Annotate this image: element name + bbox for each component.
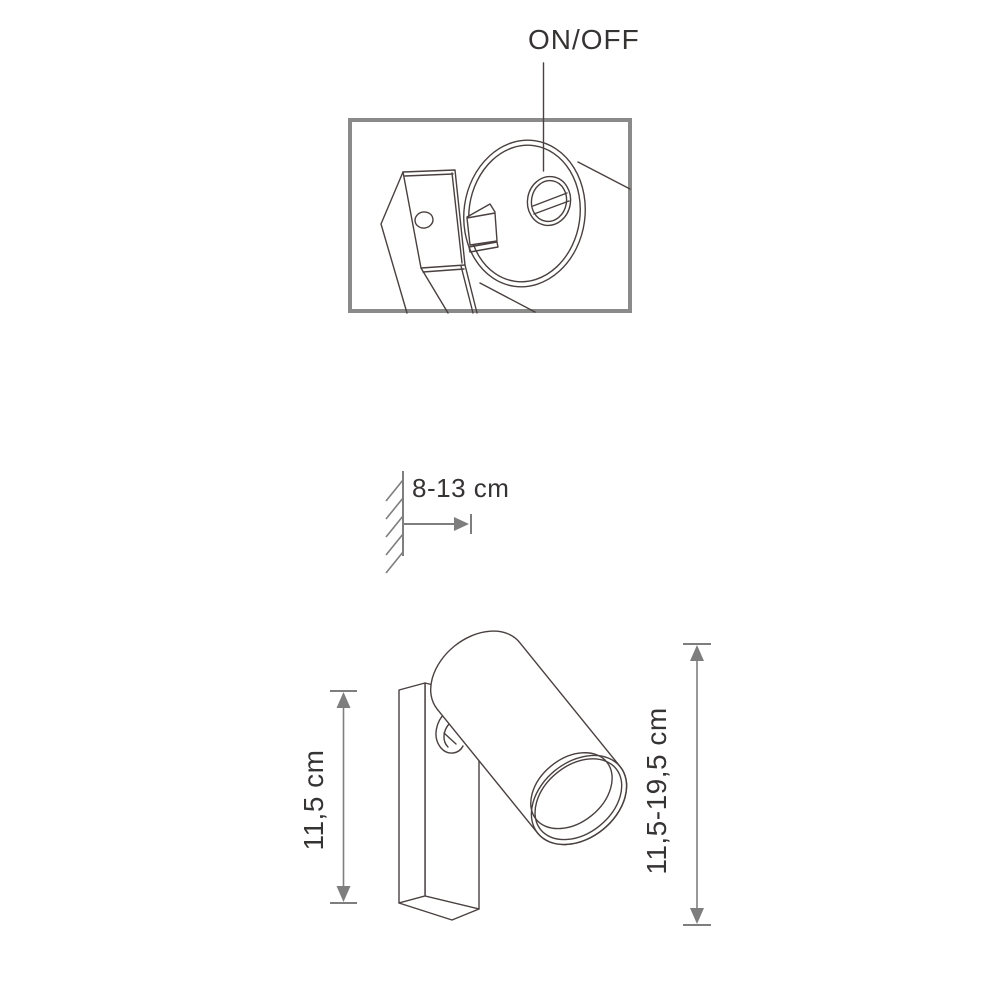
switch-magnifier-circle — [454, 132, 594, 294]
mount-plate-detail — [381, 170, 477, 313]
magnifier-leader-lines — [480, 162, 630, 312]
lamp-drawing — [399, 613, 644, 920]
height-dimension-left — [330, 691, 357, 903]
switch-body — [467, 204, 498, 252]
overall-height-label: 11,5-19,5 cm — [641, 707, 672, 875]
switch-knob — [524, 173, 575, 229]
wall-hatching — [386, 480, 403, 573]
wall-distance-label: 8-13 cm — [412, 473, 510, 503]
height-dimension-right — [683, 644, 711, 925]
on-off-label: ON/OFF — [528, 24, 640, 55]
fixture-height-label: 11,5 cm — [298, 749, 329, 851]
distance-arrow-head — [454, 517, 469, 531]
detail-view-box — [350, 63, 630, 313]
